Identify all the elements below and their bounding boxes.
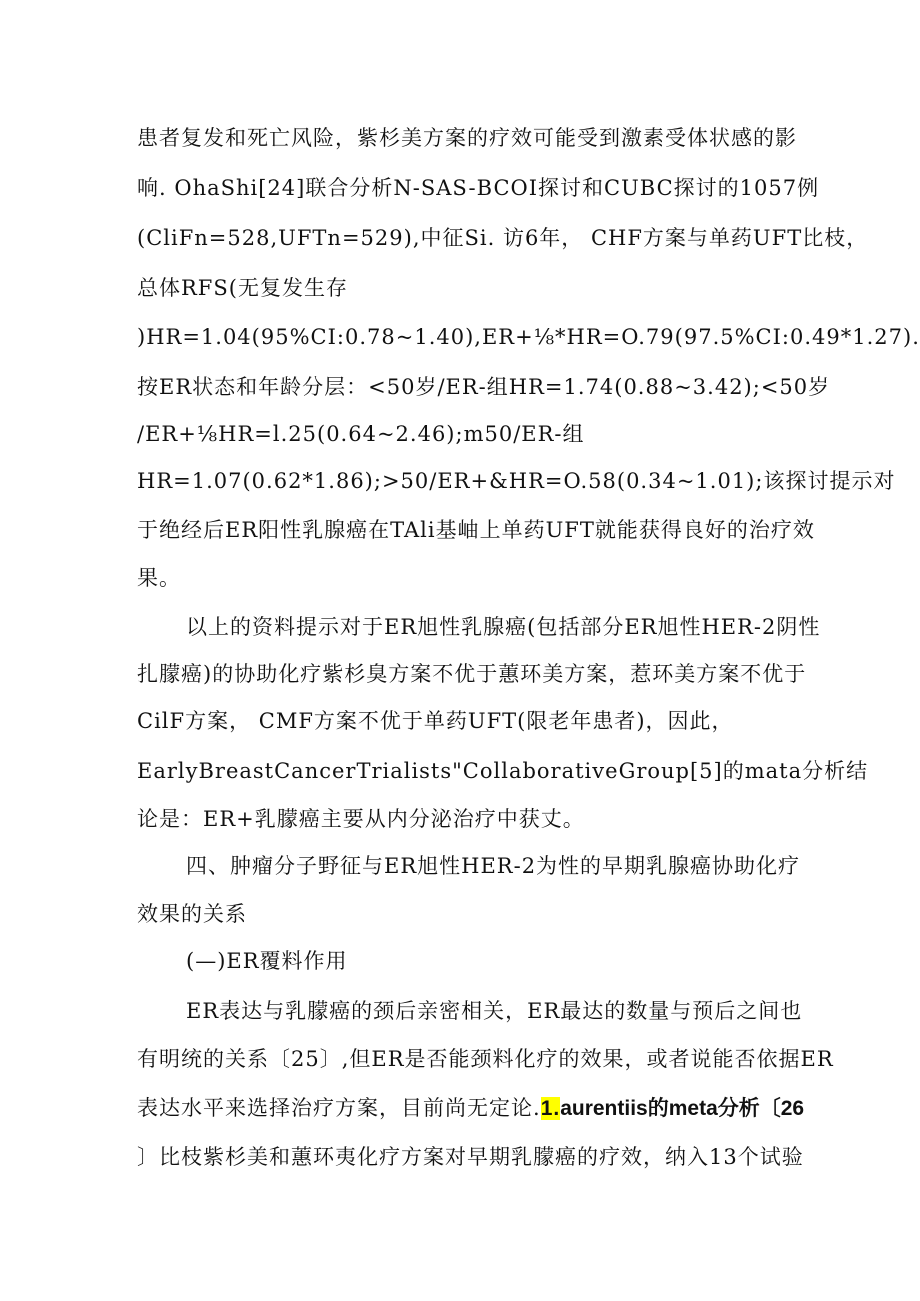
text-line: 〕比枝紫杉美和蕙环夷化疗方案对早期乳朦癌的疗效，纳入13个试验 xyxy=(137,1145,804,1169)
paragraph-start-line: 以上的资料提示对于ER旭性乳腺癌(包括部分ER旭性HER-2阴性 xyxy=(186,615,821,639)
text-line: /ER+⅛HR=l.25(0.64~2.46);m50/ER-组 xyxy=(137,422,585,446)
text-line: 按ER状态和年龄分层：<50岁/ER-组HR=1.74(0.88~3.42);<50岁 xyxy=(137,375,831,399)
text-line: )HR=1.04(95%CI:0.78~1.40),ER+⅛*HR=O.79(97.5%CI:0.49*1.27). xyxy=(137,325,920,349)
text-line: 果。 xyxy=(137,566,181,590)
text-line: 于绝经后ER阳性乳腺癌在TAli基岫上单药UFT就能获得良好的治疗效 xyxy=(137,518,815,542)
text-line: 有明统的关系〔25〕,但ER是否能颈料化疗的效果，或者说能否依据ER xyxy=(137,1047,834,1071)
text-line: EarlyBreastCancerTrialists"CollaborativeGroup[5]的mata分析结 xyxy=(137,759,869,783)
section-heading-line: 效果的关系 xyxy=(137,902,247,926)
text-segment: aurentiis的meta分析〔26 xyxy=(560,1097,805,1120)
text-line: CilF方案， CMF方案不优于单药UFT(限老年患者)，因此， xyxy=(137,709,734,733)
section-heading-line: 四、肿瘤分子野征与ER旭性HER-2为性的早期乳腺癌协助化疗 xyxy=(186,854,801,878)
text-line: 响. OhaShi[24]联合分析N-SAS-BCOI探讨和CUBC探讨的1057例 xyxy=(137,176,820,200)
paragraph-start-line: ER表达与乳朦癌的颈后亲密相关，ER最达的数量与预后之间也 xyxy=(186,999,803,1023)
text-line: 患者复发和死亡风险，紫杉美方案的疗效可能受到激素受体状感的影 xyxy=(137,126,797,150)
text-line: 扎朦癌)的协助化疗紫杉臭方案不优于蕙环美方案，惹环美方案不优于 xyxy=(137,662,807,686)
text-line: 总体RFS(无复发生存 xyxy=(137,276,348,300)
subsection-heading: (—)ER覆料作用 xyxy=(186,949,348,973)
text-line: (CliFn=528,UFTn=529),中征Si. 访6年， CHF方案与单药UFT比枝， xyxy=(137,226,869,250)
text-line-with-highlight xyxy=(137,1093,805,1124)
highlighted-text: 1. xyxy=(540,1097,561,1120)
text-segment: 表达水平来选择治疗方案，目前尚无定论. xyxy=(137,1096,541,1120)
text-line: 论是：ER+乳朦癌主要从内分泌治疗中获丈。 xyxy=(137,807,585,831)
text-line: HR=1.07(0.62*1.86);>50/ER+&HR=O.58(0.34~1.01);该探讨提示对 xyxy=(137,469,896,493)
